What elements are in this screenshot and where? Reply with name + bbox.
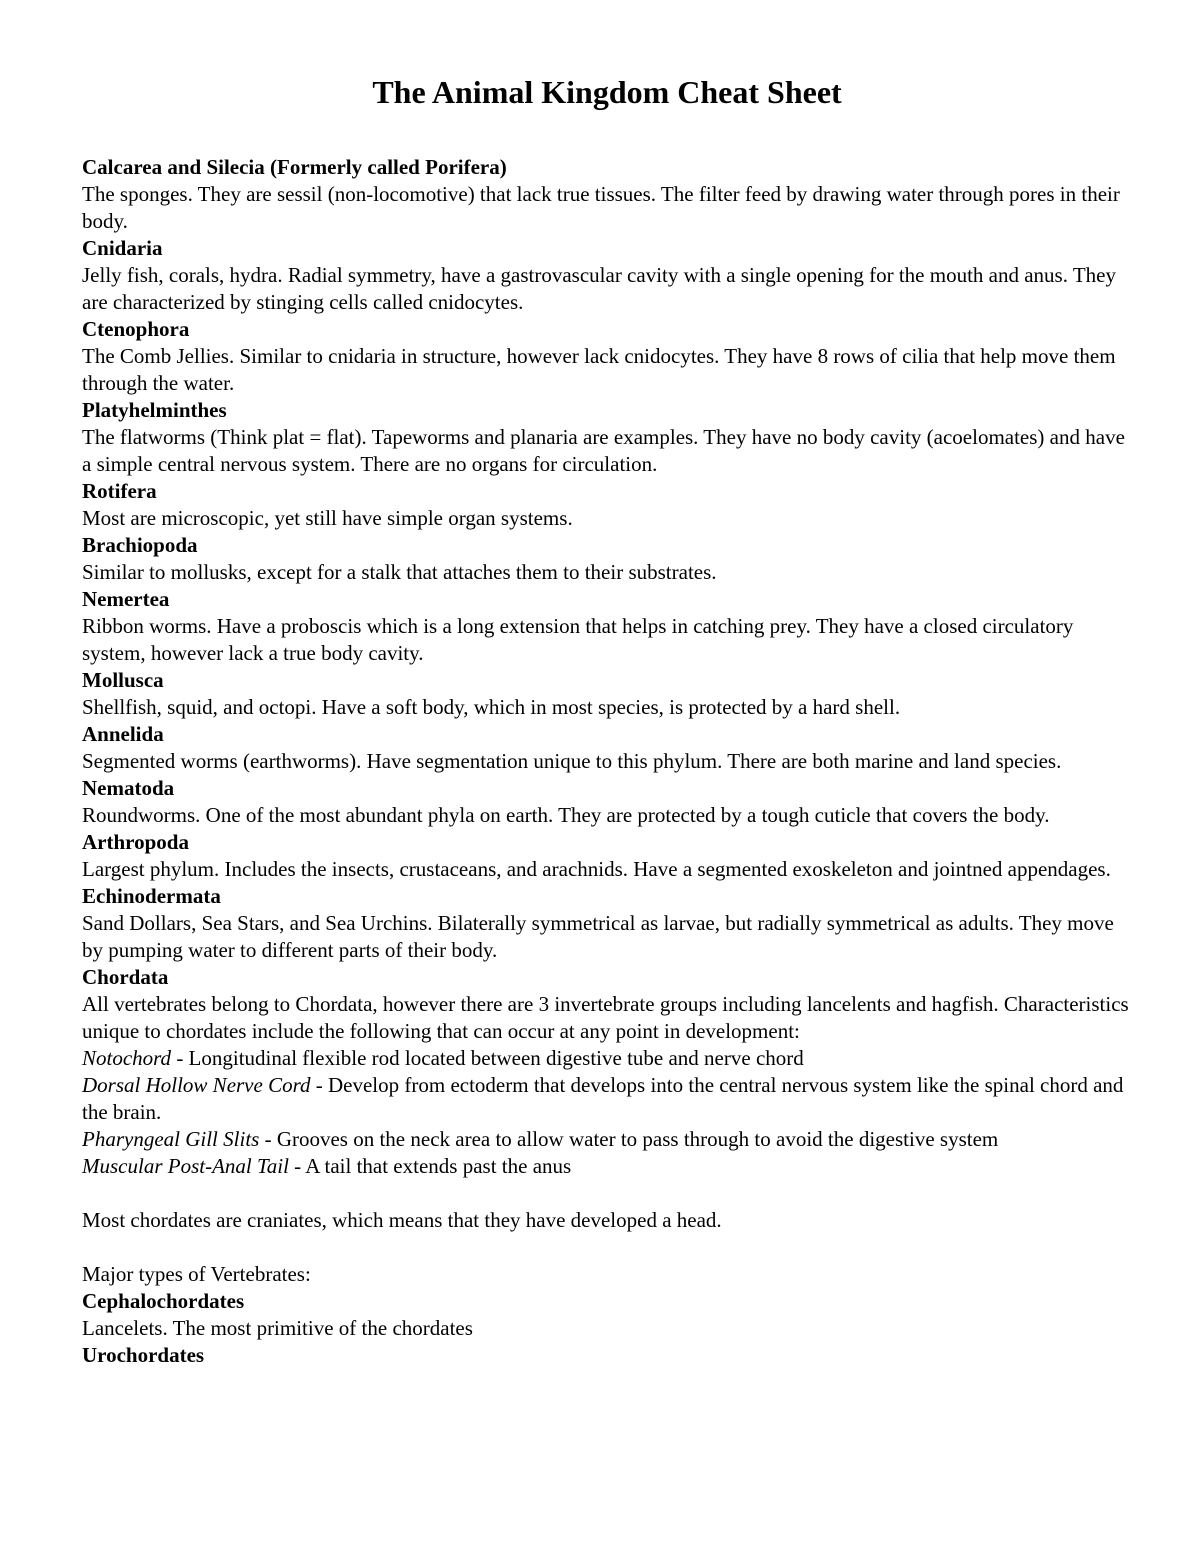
phylum-heading: Cnidaria: [82, 236, 163, 260]
feature-term: Muscular Post-Anal Tail: [82, 1154, 289, 1178]
blank-line: [82, 1180, 1132, 1207]
vertebrate-description: Lancelets. The most primitive of the chordates: [82, 1316, 473, 1340]
vertebrate-heading: Cephalochordates: [82, 1289, 245, 1313]
vertebrate-section-urochordates: [82, 1342, 1132, 1369]
phylum-heading: Nemertea: [82, 587, 170, 611]
document-page: [82, 70, 1132, 1369]
phylum-description: Sand Dollars, Sea Stars, and Sea Urchins. Bilaterally symmetrical as larvae, but radially symmetrical as adults. They move by pumping water to different parts of their body.: [82, 911, 1114, 962]
phylum-section-annelida: [82, 721, 1132, 775]
chordate-features-list: [82, 1045, 1132, 1180]
chordate-feature: [82, 1126, 1132, 1153]
document-body: [82, 154, 1132, 1369]
phylum-section-brachiopoda: [82, 532, 1132, 586]
phylum-section-rotifera: [82, 478, 1132, 532]
phylum-section-mollusca: [82, 667, 1132, 721]
chordate-feature: [82, 1072, 1132, 1126]
phylum-description: Segmented worms (earthworms). Have segmentation unique to this phylum. There are both marine and land species.: [82, 749, 1062, 773]
chordate-feature: [82, 1045, 1132, 1072]
feature-description: - Develop from ectoderm that develops into the central nervous system like the spinal chord and the brain.: [82, 1073, 1124, 1124]
phylum-section-platyhelminthes: [82, 397, 1132, 478]
phylum-section-arthropoda: [82, 829, 1132, 883]
phylum-section-echinodermata: [82, 883, 1132, 964]
phylum-heading: Annelida: [82, 722, 164, 746]
phylum-heading: Ctenophora: [82, 317, 190, 341]
feature-description: - A tail that extends past the anus: [288, 1154, 572, 1178]
page-title: The Animal Kingdom Cheat Sheet: [372, 74, 842, 110]
vertebrates-intro: Major types of Vertebrates:: [82, 1262, 311, 1286]
phylum-heading: Nematoda: [82, 776, 175, 800]
phylum-heading: Chordata: [82, 965, 169, 989]
feature-term: Pharyngeal Gill Slits: [82, 1127, 260, 1151]
phylum-heading: Mollusca: [82, 668, 164, 692]
vertebrate-section-cephalochordates: [82, 1288, 1132, 1342]
craniates-note: Most chordates are craniates, which means that they have developed a head.: [82, 1208, 722, 1232]
phylum-description: Most are microscopic, yet still have simple organ systems.: [82, 506, 573, 530]
phylum-heading: Calcarea and Silecia (Formerly called Porifera): [82, 155, 507, 179]
phylum-description: Ribbon worms. Have a proboscis which is a long extension that helps in catching prey. They have a closed circulatory system, however lack a true body cavity.: [82, 614, 1074, 665]
phylum-description: The flatworms (Think plat = flat). Tapeworms and planaria are examples. They have no body cavity (acoelomates) and have a simple central nervous system. There are no organs for circulation.: [82, 425, 1125, 476]
phylum-section-porifera: [82, 154, 1132, 235]
phylum-description: All vertebrates belong to Chordata, however there are 3 invertebrate groups including lancelents and hagfish. Characteristics unique to chordates include the following that can occur at any point in development:: [82, 992, 1129, 1043]
phylum-section-chordata: [82, 964, 1132, 1045]
phylum-section-nematoda: [82, 775, 1132, 829]
phylum-description: Largest phylum. Includes the insects, crustaceans, and arachnids. Have a segmented exoskeleton and jointned appendages.: [82, 857, 1111, 881]
feature-term: Dorsal Hollow Nerve Cord: [82, 1073, 311, 1097]
phylum-section-ctenophora: [82, 316, 1132, 397]
feature-description: - Longitudinal flexible rod located between digestive tube and nerve chord: [171, 1046, 804, 1070]
phylum-description: Shellfish, squid, and octopi. Have a soft body, which in most species, is protected by a hard shell.: [82, 695, 901, 719]
phylum-heading: Echinodermata: [82, 884, 221, 908]
phylum-heading: Brachiopoda: [82, 533, 198, 557]
phylum-description: The sponges. They are sessil (non-locomotive) that lack true tissues. The filter feed by drawing water through pores in their body.: [82, 182, 1120, 233]
blank-line: [82, 1234, 1132, 1261]
phylum-heading: Arthropoda: [82, 830, 189, 854]
phylum-section-nemertea: [82, 586, 1132, 667]
feature-description: - Grooves on the neck area to allow water to pass through to avoid the digestive system: [259, 1127, 999, 1151]
feature-term: Notochord: [82, 1046, 172, 1070]
phylum-heading: Platyhelminthes: [82, 398, 227, 422]
chordate-feature: [82, 1153, 1132, 1180]
phylum-heading: Rotifera: [82, 479, 157, 503]
phylum-description: The Comb Jellies. Similar to cnidaria in structure, however lack cnidocytes. They have 8 rows of cilia that help move them through the water.: [82, 344, 1116, 395]
phylum-description: Similar to mollusks, except for a stalk that attaches them to their substrates.: [82, 560, 717, 584]
phylum-section-cnidaria: [82, 235, 1132, 316]
vertebrate-heading: Urochordates: [82, 1343, 205, 1367]
phylum-description: Jelly fish, corals, hydra. Radial symmetry, have a gastrovascular cavity with a single opening for the mouth and anus. They are characterized by stinging cells called cnidocytes.: [82, 263, 1116, 314]
phylum-description: Roundworms. One of the most abundant phyla on earth. They are protected by a tough cuticle that covers the body.: [82, 803, 1050, 827]
